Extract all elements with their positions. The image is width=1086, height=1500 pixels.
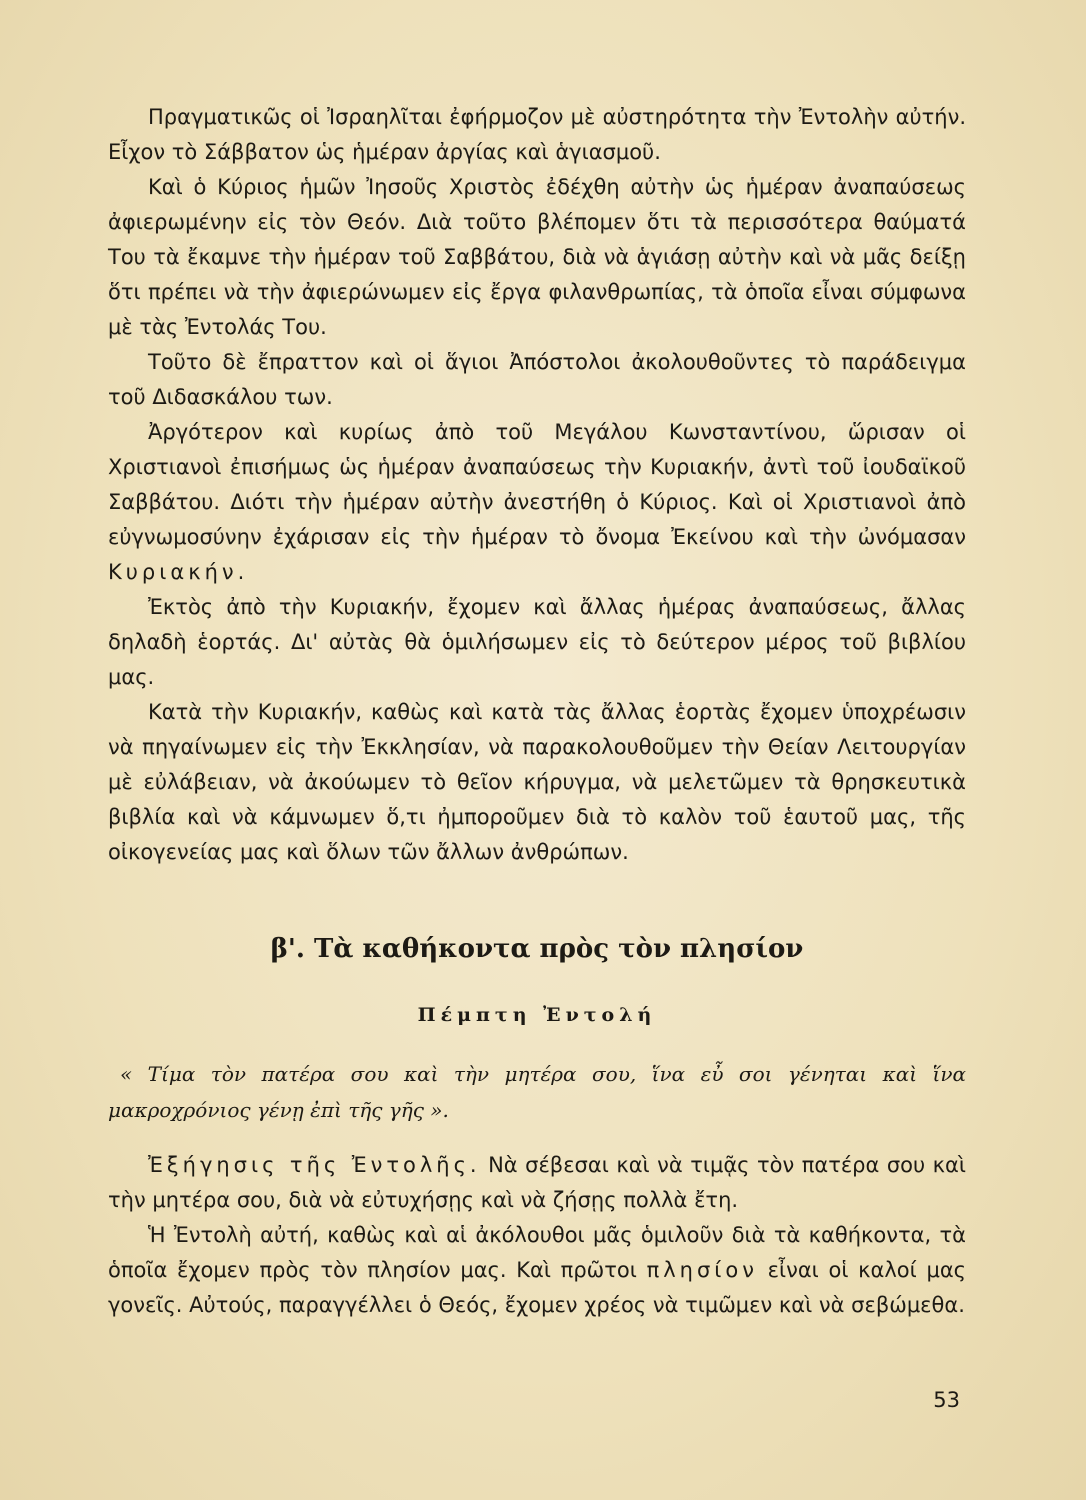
explanation-paragraph xyxy=(108,1148,966,1218)
commandment-title: Πέμπτη Ἐντολή xyxy=(417,1004,657,1026)
kyriaki-word: Κυριακήν. xyxy=(108,560,249,584)
paragraph-other-holidays: Ἐκτὸς ἀπὸ τὴν Κυριακήν, ἔχομεν καὶ ἄλλας ἡμέρας ἀναπαύσεως, ἄλλας δηλαδὴ ἑορτάς. Δι' αὐτὰς θὰ ὁμιλήσωμεν εἰς τὸ δεύτερον μέρος τοῦ βιβλίου μας. xyxy=(108,595,966,689)
final-paragraph-end: εἶναι οἱ καλοί μας γονεῖς. Αὐτούς, παραγγέλλει ὁ Θεός, ἔχομεν χρέος νὰ τιμῶμεν καὶ νὰ σεβώμεθα. xyxy=(108,1258,967,1317)
paragraph-jesus-sabbath: Καὶ ὁ Κύριος ἡμῶν Ἰησοῦς Χριστὸς ἐδέχθη αὐτὴν ὡς ἡμέραν ἀναπαύσεως ἀφιερωμένην εἰς τὸν Θεόν. Διὰ τοῦτο βλέπομεν ὅτι τὰ περισσότερα θαύματά Του τὰ ἔκαμνε τὴν ἡμέραν τοῦ Σαββάτου, διὰ νὰ ἁγιάσῃ αὐτὴν καὶ νὰ μᾶς δείξῃ ὅτι πρέπει νὰ τὴν ἀφιερώνωμεν εἰς ἔργα φιλανθρωπίας, τὰ ὁποῖα εἶναι σύμφωνα μὲ τὰς Ἐντολάς Του. xyxy=(108,175,966,339)
commandment-quote: « Τίμα τὸν πατέρα σου καὶ τὴν μητέρα σου, ἵνα εὖ σοι γένηται καὶ ἵνα μακροχρόνιος γένῃ ἐπὶ τῆς γῆς ». xyxy=(108,1062,966,1122)
explanation-label: Ἐξήγησις τῆς Ἐντολῆς. xyxy=(148,1153,481,1177)
paragraph-apostles: Τοῦτο δὲ ἔπραττον καὶ οἱ ἅγιοι Ἀπόστολοι ἀκολουθοῦντες τὸ παράδειγμα τοῦ Διδασκάλου των. xyxy=(108,350,966,409)
page-number: 53 xyxy=(933,1388,960,1412)
final-paragraph-start: Ἡ Ἐντολὴ αὐτή, καθὼς καὶ αἱ ἀκόλουθοι μᾶς ὁμιλοῦν διὰ τὰ καθήκοντα, τὰ ὁποῖα ἔχομεν πρὸς τὸν πλησίον μας. Καὶ πρῶτοι xyxy=(108,1223,966,1282)
paragraph-constantine-text: Ἀργότερον καὶ κυρίως ἀπὸ τοῦ Μεγάλου Κωνσταντίνου, ὥρισαν οἱ Χριστιανοὶ ἐπισήμως ὡς ἡμέραν ἀναπαύσεως τὴν Κυριακήν, ἀντὶ τοῦ ἰουδαϊκοῦ Σαββάτου. Διότι τὴν ἡμέραν αὐτὴν ἀνεστήθη ὁ Κύριος. Καὶ οἱ Χριστιανοὶ ἀπὸ εὐγνωμοσύνην ἐχάρισαν εἰς τὴν ἡμέραν τὸ ὄνομα Ἐκείνου καὶ τὴν ὠνόμασαν xyxy=(108,420,966,549)
explanation-text: Νὰ σέβεσαι καὶ νὰ τιμᾷς τὸν πατέρα σου καὶ τὴν μητέρα σου, διὰ νὰ εὐτυχήσῃς καὶ νὰ ζήσῃς πολλὰ ἔτη. xyxy=(108,1153,966,1212)
text-block xyxy=(108,100,966,1323)
paragraph-constantine xyxy=(108,415,966,590)
final-paragraph-spaced-word: πλησίον xyxy=(646,1258,758,1282)
paragraph-church-duties: Κατὰ τὴν Κυριακήν, καθὼς καὶ κατὰ τὰς ἄλλας ἑορτὰς ἔχομεν ὑποχρέωσιν νὰ πηγαίνωμεν εἰς τὴν Ἐκκλησίαν, νὰ παρακολουθοῦμεν τὴν Θείαν Λειτουργίαν μὲ εὐλάβειαν, νὰ ἀκούωμεν τὸ θεῖον κήρυγμα, νὰ μελετῶμεν τὰ θρησκευτικὰ βιβλία καὶ νὰ κάμνωμεν ὅ,τι ἠμποροῦμεν διὰ τὸ καλὸν τοῦ ἑαυτοῦ μας, τῆς οἰκογενείας μας καὶ ὅλων τῶν ἄλλων ἀνθρώπων. xyxy=(108,700,966,864)
paragraph-israelites: Πραγματικῶς οἱ Ἰσραηλῖται ἐφήρμοζον μὲ αὐστηρότητα τὴν Ἐντολὴν αὐτήν. Εἶχον τὸ Σάββατον ὡς ἡμέραν ἀργίας καὶ ἁγιασμοῦ. xyxy=(108,105,966,164)
final-paragraph xyxy=(108,1218,966,1323)
section-heading: β'. Τὰ καθήκοντα πρὸς τὸν πλησίον xyxy=(270,934,804,964)
